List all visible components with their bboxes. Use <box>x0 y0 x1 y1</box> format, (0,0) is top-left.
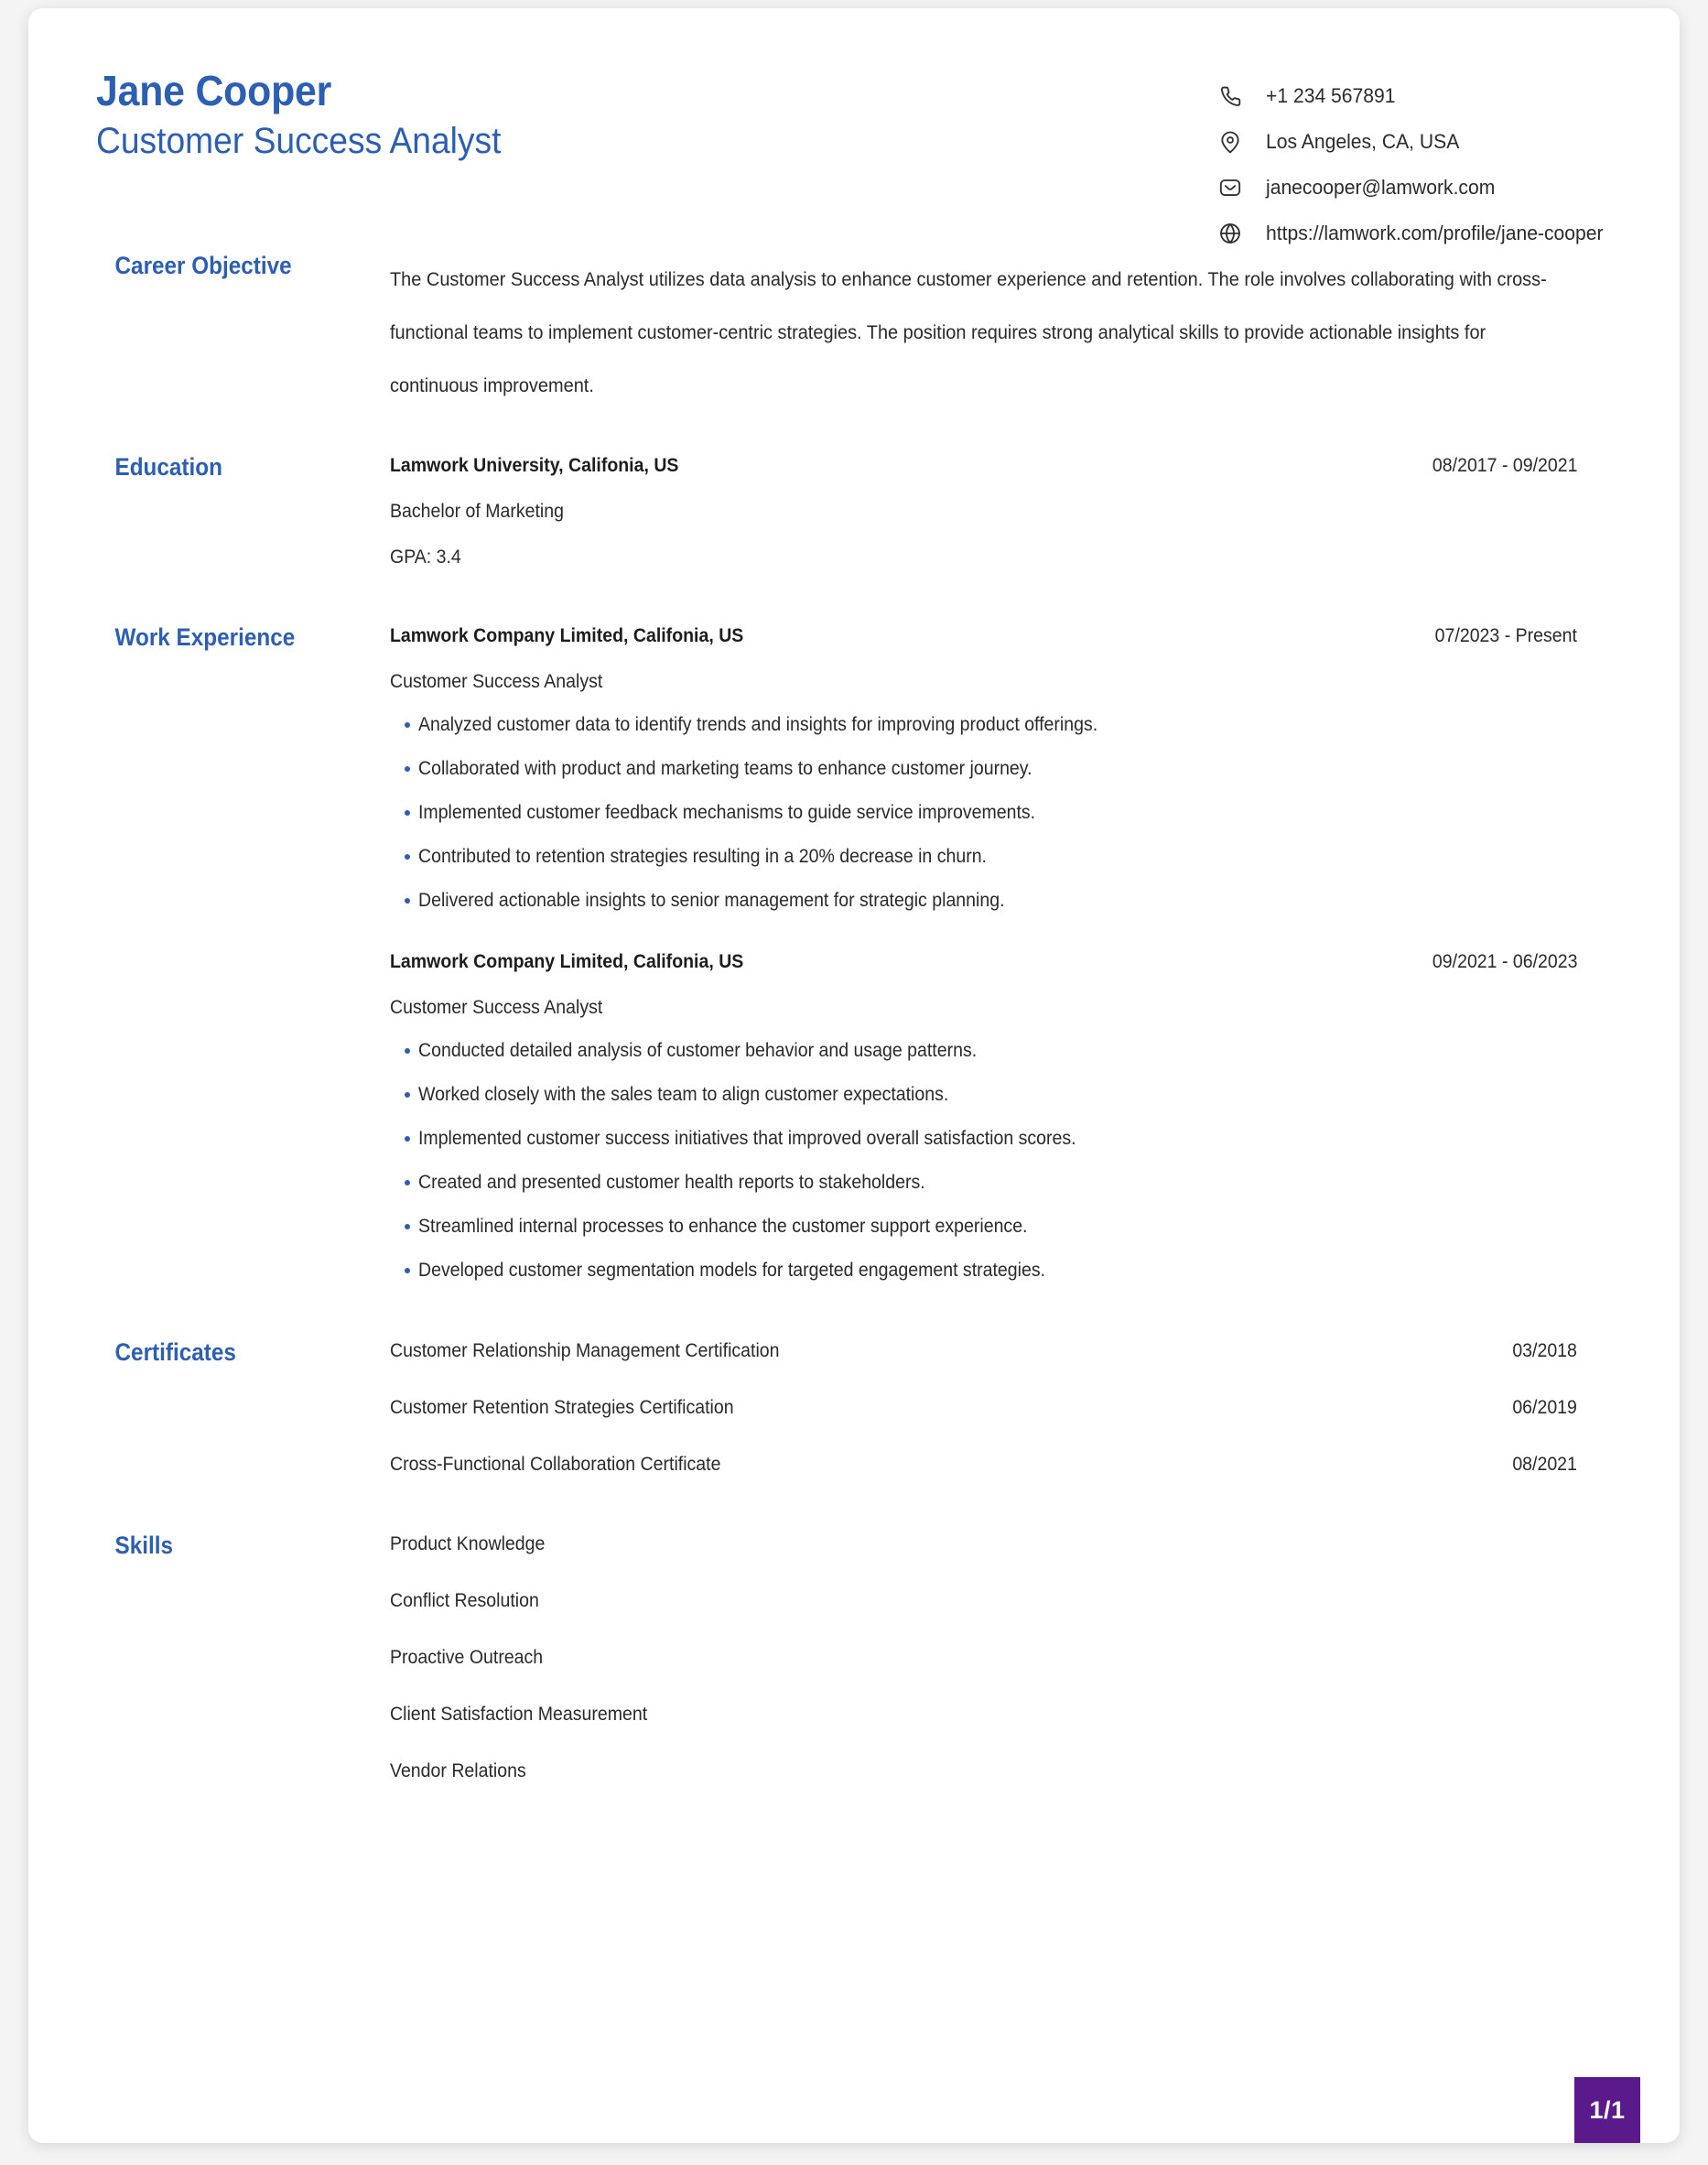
section-career-objective <box>28 254 1680 413</box>
education-date-range: 08/2017 - 09/2021 <box>1432 455 1577 476</box>
work-bullet-item: Implemented customer success initiatives that improved overall satisfaction scores. <box>390 1123 1577 1153</box>
work-bullet-item: Implemented customer feedback mechanisms to guide service improvements. <box>390 797 1577 828</box>
education-entry <box>390 455 1577 568</box>
work-date-range: 07/2023 - Present <box>1434 625 1577 646</box>
section-body-certificates <box>390 1340 1680 1476</box>
work-bullet-item: Created and presented customer health reports to stakeholders. <box>390 1167 1577 1197</box>
section-label-education: Education <box>114 453 222 481</box>
certificate-row <box>390 1397 1577 1419</box>
location-pin-icon <box>1215 127 1246 157</box>
work-bullet-item: Analyzed customer data to identify trends and insights for improving product offerings. <box>390 709 1577 740</box>
candidate-name: Jane Cooper <box>96 67 332 114</box>
work-bullet-item: Developed customer segmentation models for targeted engagement strategies. <box>390 1255 1577 1285</box>
certificate-name: Customer Relationship Management Certification <box>390 1340 780 1361</box>
contact-row-location <box>1215 127 1617 157</box>
resume-page <box>28 8 1680 2143</box>
contact-website-value: https://lamwork.com/profile/jane-cooper <box>1266 222 1604 244</box>
work-bullet-item: Streamlined internal processes to enhance the customer support experience. <box>390 1211 1577 1241</box>
education-entry-head <box>390 455 1577 477</box>
certificate-name: Customer Retention Strategies Certification <box>390 1397 734 1418</box>
certificate-row <box>390 1340 1577 1362</box>
contact-row-website <box>1215 219 1617 248</box>
section-body-work-experience <box>390 625 1680 1285</box>
certificate-date: 06/2019 <box>1512 1397 1577 1418</box>
section-body-education <box>390 455 1680 568</box>
section-certificates <box>28 1340 1680 1476</box>
certificate-date: 03/2018 <box>1512 1340 1577 1361</box>
work-entry <box>390 625 1577 915</box>
contact-location-value: Los Angeles, CA, USA <box>1266 130 1460 153</box>
skill-item: Conflict Resolution <box>390 1590 539 1611</box>
resume-header <box>28 8 1680 244</box>
phone-icon <box>1215 81 1246 111</box>
section-label-skills: Skills <box>114 1532 173 1559</box>
education-gpa: GPA: 3.4 <box>390 547 461 568</box>
section-skills <box>28 1533 1680 1782</box>
work-bullet-item: Worked closely with the sales team to align customer expectations. <box>390 1079 1577 1110</box>
work-entry-head <box>390 951 1577 973</box>
work-company: Lamwork Company Limited, Califonia, US <box>390 951 744 972</box>
page-indicator-badge: 1/1 <box>1574 2077 1640 2143</box>
section-label-certificates: Certificates <box>114 1338 236 1366</box>
work-bullet-item: Collaborated with product and marketing teams to enhance customer journey. <box>390 753 1577 784</box>
identity-block <box>96 68 532 162</box>
work-role: Customer Success Analyst <box>390 997 603 1018</box>
skill-item: Proactive Outreach <box>390 1647 544 1668</box>
section-body-skills <box>390 1533 1680 1782</box>
contact-row-email <box>1215 173 1617 202</box>
certificate-date: 08/2021 <box>1512 1454 1577 1475</box>
work-bullet-item: Conducted detailed analysis of customer behavior and usage patterns. <box>390 1035 1577 1066</box>
section-body-career-objective <box>390 254 1680 413</box>
work-bullet-list <box>390 1035 1577 1285</box>
education-degree: Bachelor of Marketing <box>390 501 564 522</box>
contact-phone-value: +1 234 567891 <box>1266 84 1396 107</box>
work-role: Customer Success Analyst <box>390 671 603 692</box>
certificate-row <box>390 1454 1577 1476</box>
work-bullet-item: Contributed to retention strategies resulting in a 20% decrease in churn. <box>390 841 1577 871</box>
career-objective-text: The Customer Success Analyst utilizes data analysis to enhance customer experience and retention. The role involves collaborating with cross-functional teams to implement customer-centric strategies. The position requires strong analytical skills to provide actionable insights for continuous improvement. <box>390 269 1547 396</box>
globe-icon <box>1215 219 1246 248</box>
work-date-range: 09/2021 - 06/2023 <box>1432 951 1577 972</box>
education-institution: Lamwork University, Califonia, US <box>390 455 679 476</box>
contact-details <box>1215 81 1617 248</box>
contact-email-value: janecooper@lamwork.com <box>1266 176 1496 199</box>
certificate-name: Cross-Functional Collaboration Certificate <box>390 1454 721 1475</box>
contact-row-phone <box>1215 81 1617 111</box>
work-entry <box>390 951 1577 1285</box>
section-education <box>28 455 1680 568</box>
envelope-icon <box>1215 173 1246 202</box>
skill-item: Vendor Relations <box>390 1760 526 1781</box>
work-company: Lamwork Company Limited, Califonia, US <box>390 625 744 646</box>
work-bullet-list <box>390 709 1577 915</box>
candidate-job-title: Customer Success Analyst <box>96 120 502 161</box>
section-label-work-experience: Work Experience <box>114 623 296 651</box>
section-label-career-objective: Career Objective <box>114 252 292 279</box>
work-entry-head <box>390 625 1577 647</box>
section-work-experience <box>28 625 1680 1285</box>
skill-item: Product Knowledge <box>390 1533 546 1554</box>
work-bullet-item: Delivered actionable insights to senior management for strategic planning. <box>390 885 1577 915</box>
skill-item: Client Satisfaction Measurement <box>390 1704 648 1725</box>
